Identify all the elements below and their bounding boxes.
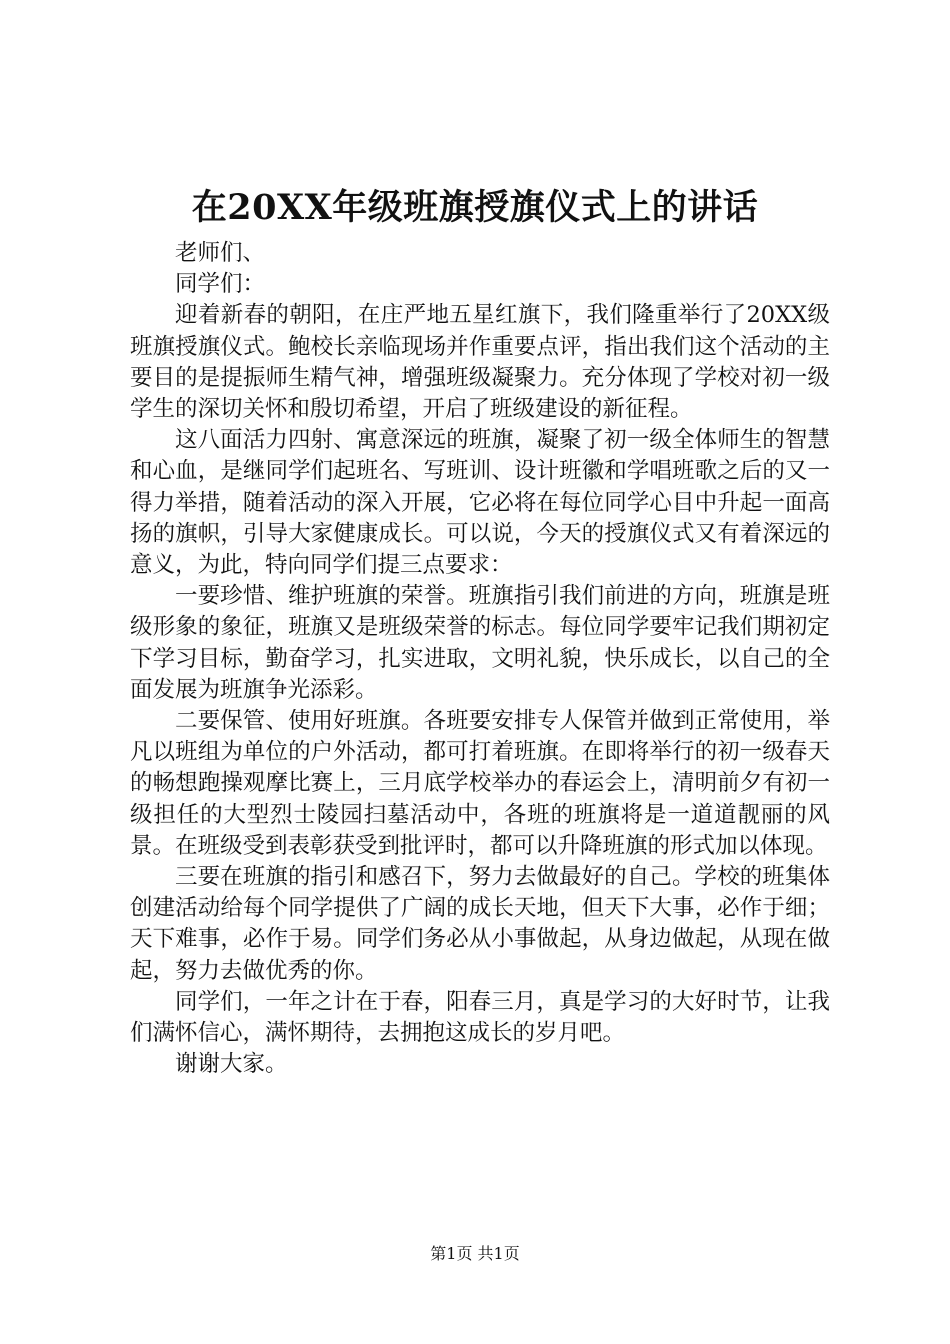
greeting-teachers: 老师们、 xyxy=(175,240,266,266)
document-title: 在20XX年级班旗授旗仪式上的讲话 xyxy=(191,187,759,228)
paragraph-closing: 同学们，一年之计在于春，阳春三月，真是学习的大好时节，让我们满怀信心，满怀期待，去拥抱这成长的岁月吧。 xyxy=(130,988,830,1047)
greeting-students: 同学们： xyxy=(175,271,266,298)
paragraph-requirement-3: 三要在班旗的指引和感召下，努力去做最好的自己。学校的班集体创建活动给每个同学提供了广阔的成长天地，但天下大事，必作于细；天下难事，必作于易。同学们务必从小事做起，从身边做起，从现在做起，努力去做优秀的你。 xyxy=(130,864,830,984)
paragraph-requirement-2: 二要保管、使用好班旗。各班要安排专人保管并做到正常使用，举凡以班组为单位的户外活动，都可打着班旗。在即将举行的初一级春天的畅想跑操观摩比赛上，三月底学校举办的春运会上，清明前夕有初一级担任的大型烈士陵园扫墓活动中，各班的班旗将是一道道靓丽的风景。在班级受到表彰获受到批评时，都可以升降班旗的形式加以体现。 xyxy=(130,708,830,859)
document-body xyxy=(130,238,830,1080)
paragraph-opening: 迎着新春的朝阳，在庄严地五星红旗下，我们隆重举行了20XX级班旗授旗仪式。鲍校长亲临现场并作重要点评，指出我们这个活动的主要目的是提振师生精气神，增强班级凝聚力。充分体现了学校对初一级学生的深切关怀和殷切希望，开启了班级建设的新征程。 xyxy=(130,302,830,423)
page-footer: 第1页 共1页 xyxy=(430,1244,520,1263)
paragraph-thanks: 谢谢大家。 xyxy=(175,1051,288,1078)
paragraph-flag-meaning: 这八面活力四射、寓意深远的班旗，凝聚了初一级全体师生的智慧和心血，是继同学们起班名、写班训、设计班徽和学唱班歌之后的又一得力举措，随着活动的深入开展，它必将在每位同学心目中升起一面高扬的旗帜，引导大家健康成长。可以说，今天的授旗仪式又有着深远的意义，为此，特向同学们提三点要求： xyxy=(130,427,830,579)
paragraph-requirement-1: 一要珍惜、维护班旗的荣誉。班旗指引我们前进的方向，班旗是班级形象的象征，班旗又是班级荣誉的标志。每位同学要牢记我们期初定下学习目标，勤奋学习，扎实进取，文明礼貌，快乐成长，以自己的全面发展为班旗争光添彩。 xyxy=(130,583,830,703)
